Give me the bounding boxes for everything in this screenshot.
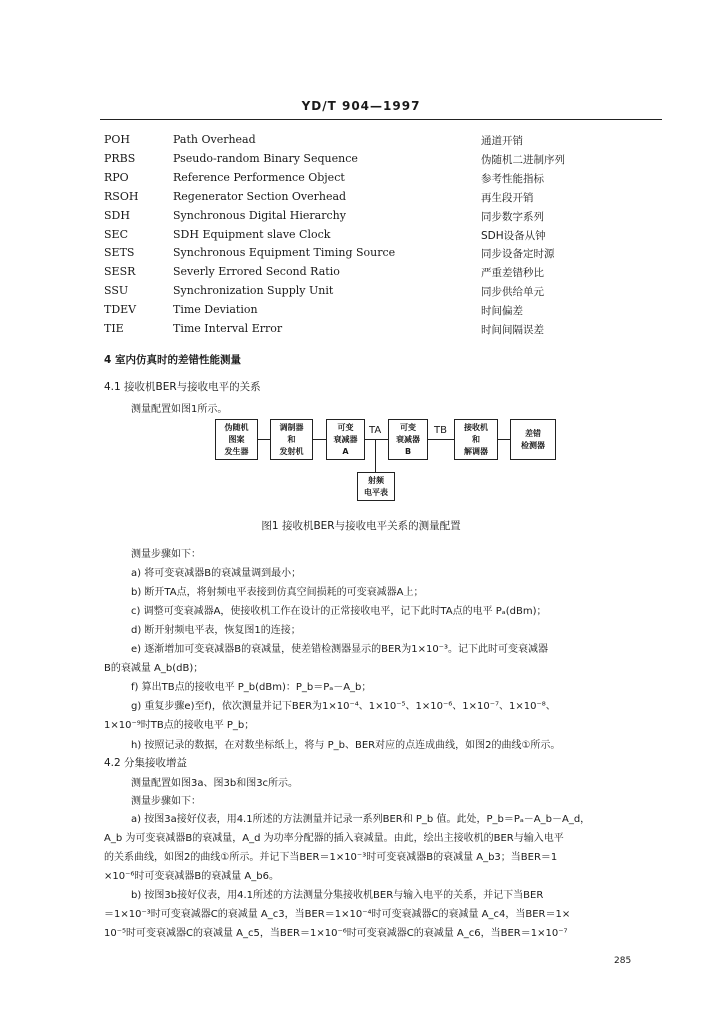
abbreviation-chinese: 时间偏差: [481, 305, 523, 318]
connector-line-to-power-meter: [375, 439, 376, 472]
abbreviation-row: [0, 152, 722, 171]
subsection-4-2-title: 4.2 分集接收增益: [104, 757, 188, 769]
abbreviation-code: SETS: [104, 246, 135, 260]
abbreviation-english: Regenerator Section Overhead: [173, 189, 347, 203]
figure-1-caption: 图1 接收机BER与接收电平关系的测量配置: [261, 520, 461, 532]
abbreviation-code: RPO: [104, 170, 129, 184]
abbreviation-code: PRBS: [104, 151, 136, 165]
attenuator-a-box: 可变 衰减器 A: [326, 419, 365, 460]
abbreviation-english: Severly Errored Second Ratio: [173, 265, 340, 279]
abbreviation-chinese: SDH设备从钟: [481, 229, 546, 242]
abbreviation-english: Path Overhead: [173, 133, 256, 146]
paragraph-line: f) 算出TB点的接收电平 P_b(dBm)：P_b＝Pₐ－A_b；: [131, 682, 372, 693]
abbreviation-english: Synchronous Digital Hierarchy: [173, 208, 346, 222]
abbreviation-row: [0, 322, 722, 341]
abbreviation-code: SESR: [104, 265, 136, 279]
abbreviation-row: [0, 209, 722, 228]
paragraph-line: h) 按照记录的数据，在对数坐标纸上，将与 P_b、BER对应的点连成曲线，如图2的曲线①所示。: [131, 740, 561, 751]
paragraph-line: e) 逐渐增加可变衰减器B的衰减量，使差错检测器显示的BER为1×10⁻³。记下此时可变衰减器: [131, 644, 548, 655]
paragraph-line: a) 按图3a接好仪表，用4.1所述的方法测量并记录一系列BER和 P_b 值。此处，P_b＝Pₐ－A_b－A_d，: [131, 814, 591, 825]
connector-line-ta: [365, 439, 388, 440]
attenuator-b-box: 可变 衰减器 B: [388, 419, 428, 460]
header-rule: [100, 119, 662, 120]
abbreviation-english: Time Deviation: [173, 303, 258, 317]
paragraph-line: g) 重复步骤e)至f)，依次测量并记下BER为1×10⁻⁴、1×10⁻⁵、1×10⁻⁶、1×10⁻⁷、1×10⁻⁸、: [131, 701, 556, 712]
document-header: YD/T 904—1997: [301, 99, 421, 113]
abbreviation-english: Pseudo-random Binary Sequence: [173, 151, 358, 165]
abbreviation-row: [0, 171, 722, 190]
paragraph-line: A_b 为可变衰减器B的衰减量，A_d 为功率分配器的插入衰减量。由此，绘出主接收机的BER与输入电平: [104, 833, 564, 844]
paragraph-line: a) 将可变衰减器B的衰减量调到最小；: [131, 568, 302, 579]
paragraph-line: ×10⁻⁶时可变衰减器B的衰减量 A_b6。: [104, 871, 279, 882]
abbreviation-code: POH: [104, 133, 131, 146]
error-detector-box: 差错 检测器: [510, 419, 556, 460]
connector-line: [313, 439, 326, 440]
abbreviation-chinese: 参考性能指标: [481, 172, 544, 185]
abbreviation-english: Synchronization Supply Unit: [173, 284, 334, 298]
abbreviation-code: RSOH: [104, 189, 139, 203]
abbreviation-code: TDEV: [104, 303, 137, 317]
abbreviation-row: [0, 265, 722, 284]
abbreviation-code: SEC: [104, 227, 128, 241]
page-number: 285: [614, 956, 632, 966]
abbreviation-chinese: 同步设备定时源: [481, 248, 555, 261]
paragraph-line: 10⁻⁵时可变衰减器C的衰减量 A_c5，当BER＝1×10⁻⁶时可变衰减器C的衰减量 A_c6，当BER＝1×10⁻⁷: [104, 928, 568, 939]
abbreviation-code: SSU: [104, 284, 129, 298]
abbreviation-chinese: 通道开销: [481, 135, 523, 147]
connector-line: [258, 439, 270, 440]
subsection-4-1-title: 4.1 接收机BER与接收电平的关系: [104, 381, 261, 393]
abbreviation-chinese: 再生段开销: [481, 191, 534, 204]
connector-line: [498, 439, 510, 440]
abbreviation-english: Synchronous Equipment Timing Source: [173, 246, 396, 260]
paragraph-line: d) 断开射频电平表，恢复图1的连接；: [131, 625, 301, 636]
abbreviation-code: TIE: [104, 322, 124, 335]
abbreviation-english: Reference Performence Object: [173, 170, 345, 184]
modulator-transmitter-box: 调制器 和 发射机: [270, 419, 313, 460]
abbreviation-chinese: 时间间隔误差: [481, 324, 544, 336]
paragraph-line: b) 按图3b接好仪表，用4.1所述的方法测量分集接收机BER与输入电平的关系，并记下当BER: [131, 890, 544, 901]
abbreviation-chinese: 严重差错秒比: [481, 267, 544, 280]
abbreviation-code: SDH: [104, 208, 130, 222]
abbreviation-row: [0, 133, 722, 152]
abbreviation-english: SDH Equipment slave Clock: [173, 227, 331, 241]
section-4-title: 4 室内仿真时的差错性能测量: [104, 354, 241, 366]
abbreviation-row: [0, 303, 722, 322]
subsection-4-2-intro: 测量配置如图3a、图3b和图3c所示。: [131, 778, 299, 789]
abbreviation-row: [0, 284, 722, 303]
steps-4-2-title: 测量步骤如下：: [131, 796, 201, 807]
paragraph-line: B的衰减量 A_b(dB)；: [104, 663, 204, 674]
ta-label: TA: [369, 425, 382, 436]
paragraph-line: 的关系曲线，如图2的曲线①所示。并记下当BER＝1×10⁻³时可变衰减器B的衰减量 A_b3；当BER＝1: [104, 852, 558, 863]
abbreviation-chinese: 同步数字系列: [481, 210, 544, 223]
abbreviation-row: [0, 190, 722, 209]
rf-power-meter-box: 射频 电平表: [357, 472, 395, 501]
subsection-4-1-intro: 测量配置如图1所示。: [131, 404, 228, 415]
paragraph-line: c) 调整可变衰减器A，使接收机工作在设计的正常接收电平，记下此时TA点的电平 Pₐ(dBm)；: [131, 606, 547, 617]
paragraph-line: 1×10⁻⁹时TB点的接收电平 P_b；: [104, 720, 255, 731]
abbreviation-chinese: 伪随机二进制序列: [481, 153, 565, 166]
tb-label: TB: [434, 425, 447, 436]
steps-4-1-title: 测量步骤如下：: [131, 549, 201, 560]
prbs-generator-box: 伪随机 图案 发生器: [215, 419, 258, 460]
abbreviation-chinese: 同步供给单元: [481, 286, 544, 299]
abbreviation-row: [0, 246, 722, 265]
connector-line-tb: [428, 439, 454, 440]
receiver-demodulator-box: 接收机 和 解调器: [454, 419, 498, 460]
abbreviation-english: Time Interval Error: [173, 322, 283, 335]
paragraph-line: b) 断开TA点，将射频电平表接到仿真空间损耗的可变衰减器A上；: [131, 587, 424, 598]
abbreviation-row: [0, 228, 722, 247]
paragraph-line: ＝1×10⁻³时可变衰减器C的衰减量 A_c3，当BER＝1×10⁻⁴时可变衰减器C的衰减量 A_c4，当BER＝1×: [104, 909, 571, 920]
